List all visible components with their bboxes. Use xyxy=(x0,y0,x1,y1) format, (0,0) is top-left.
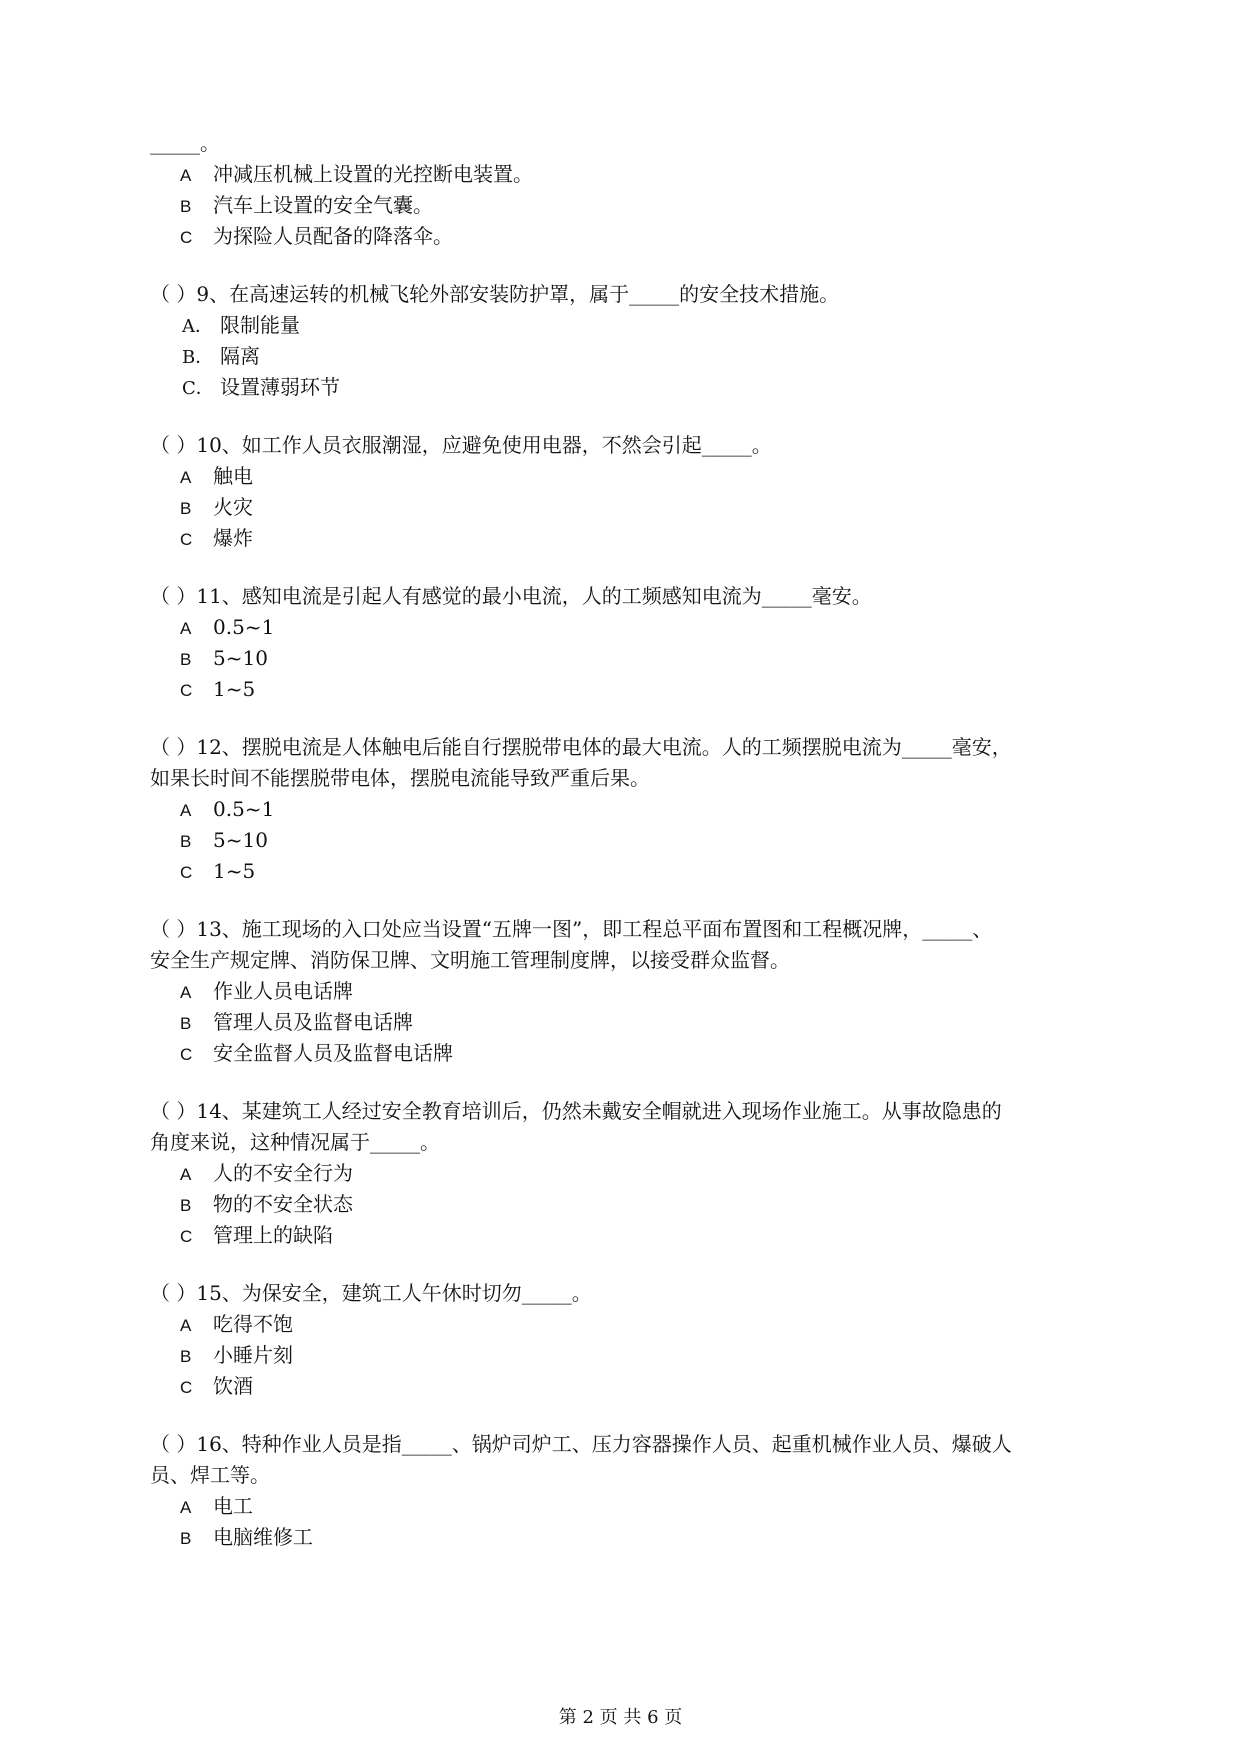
option-letter: A xyxy=(180,1165,192,1184)
page-footer: 第 2 页 共 6 页 xyxy=(558,1707,683,1728)
option-letter: B xyxy=(180,1014,192,1033)
option-item xyxy=(150,1371,1110,1402)
option-text: 物的不安全状态 xyxy=(213,1192,353,1216)
question-text: 如果长时间不能摆脱带电体，摆脱电流能导致严重后果。 xyxy=(150,766,650,790)
option-letter: C xyxy=(180,228,193,247)
option-item xyxy=(150,523,1110,554)
option-text: 电工 xyxy=(213,1494,253,1518)
option-text: 饮酒 xyxy=(213,1374,253,1398)
option-item xyxy=(150,1220,1110,1251)
option-letter: C xyxy=(180,530,193,549)
option-text: 设置薄弱环节 xyxy=(220,375,340,399)
option-item xyxy=(150,1158,1110,1189)
option-text: 0.5~1 xyxy=(213,615,275,639)
option-text: 限制能量 xyxy=(220,313,300,337)
option-letter: A xyxy=(180,801,192,820)
question-text: （ ）15、为保安全，建筑工人午休时切勿_____。 xyxy=(150,1281,592,1305)
option-item xyxy=(150,341,1110,372)
option-letter: B xyxy=(180,1196,192,1215)
option-item xyxy=(150,1038,1110,1069)
question-block xyxy=(150,1096,1110,1251)
option-text: 电脑维修工 xyxy=(213,1525,313,1549)
option-letter: B xyxy=(180,1529,192,1548)
option-letter: A xyxy=(180,468,192,487)
option-text: 5~10 xyxy=(213,646,268,670)
question-text: （ ）11、感知电流是引起人有感觉的最小电流，人的工频感知电流为_____毫安。 xyxy=(150,584,872,608)
question-text: （ ）12、摆脱电流是人体触电后能自行摆脱带电体的最大电流。人的工频摆脱电流为_____毫安， xyxy=(150,735,1012,759)
option-letter: A xyxy=(180,983,192,1002)
option-item xyxy=(150,1340,1110,1371)
option-letter: B xyxy=(180,832,192,851)
option-text: 小睡片刻 xyxy=(213,1343,293,1367)
option-text: 触电 xyxy=(213,464,253,488)
question-text: （ ）14、某建筑工人经过安全教育培训后，仍然未戴安全帽就进入现场作业施工。从事故隐患的 xyxy=(150,1099,1002,1123)
question-text: 员、焊工等。 xyxy=(150,1463,270,1487)
question-text: （ ）10、如工作人员衣服潮湿，应避免使用电器，不然会引起_____。 xyxy=(150,433,772,457)
question-spacer xyxy=(150,252,1110,279)
option-letter: A xyxy=(180,1498,192,1517)
option-letter: B xyxy=(180,499,192,518)
option-item xyxy=(150,643,1110,674)
option-letter: C xyxy=(180,1227,193,1246)
option-letter: A xyxy=(180,619,192,638)
option-item xyxy=(150,492,1110,523)
question-block xyxy=(150,581,1110,705)
option-text: 0.5~1 xyxy=(213,797,275,821)
option-item xyxy=(150,674,1110,705)
question-spacer xyxy=(150,1402,1110,1429)
option-item xyxy=(150,794,1110,825)
option-item xyxy=(150,1491,1110,1522)
option-letter: A xyxy=(180,1316,192,1335)
option-text: 管理人员及监督电话牌 xyxy=(213,1010,413,1034)
option-letter: C xyxy=(180,681,193,700)
option-letter: A xyxy=(180,166,192,185)
option-item xyxy=(150,1309,1110,1340)
option-item xyxy=(150,976,1110,1007)
question-spacer xyxy=(150,1069,1110,1096)
question-list xyxy=(150,128,1110,1553)
question-text: （ ）13、施工现场的入口处应当设置“五牌一图”，即工程总平面布置图和工程概况牌，_____、 xyxy=(150,917,993,941)
option-text: 为探险人员配备的降落伞。 xyxy=(213,224,453,248)
option-text: 隔离 xyxy=(220,344,260,368)
question-text: 安全生产规定牌、消防保卫牌、文明施工管理制度牌，以接受群众监督。 xyxy=(150,948,790,972)
question-block xyxy=(150,1429,1110,1553)
question-text: 角度来说，这种情况属于_____。 xyxy=(150,1130,440,1154)
option-text: 吃得不饱 xyxy=(213,1312,293,1336)
option-letter: A． xyxy=(182,316,213,337)
question-spacer xyxy=(150,403,1110,430)
option-text: 安全监督人员及监督电话牌 xyxy=(213,1041,453,1065)
option-letter: B． xyxy=(182,347,214,368)
option-item xyxy=(150,1189,1110,1220)
option-item xyxy=(150,159,1110,190)
option-item xyxy=(150,856,1110,887)
question-block xyxy=(150,1278,1110,1402)
option-item xyxy=(150,221,1110,252)
option-text: 人的不安全行为 xyxy=(213,1161,353,1185)
question-text: （ ）9、在高速运转的机械飞轮外部安装防护罩，属于_____的安全技术措施。 xyxy=(150,282,840,306)
option-text: 1~5 xyxy=(213,859,256,883)
option-text: 管理上的缺陷 xyxy=(213,1223,333,1247)
question-spacer xyxy=(150,887,1110,914)
question-block xyxy=(150,430,1110,554)
option-letter: B xyxy=(180,197,192,216)
question-block xyxy=(150,732,1110,887)
option-text: 冲减压机械上设置的光控断电装置。 xyxy=(213,162,533,186)
option-text: 5~10 xyxy=(213,828,268,852)
option-item xyxy=(150,461,1110,492)
option-text: 汽车上设置的安全气囊。 xyxy=(213,193,433,217)
question-text: （ ）16、特种作业人员是指_____、锅炉司炉工、压力容器操作人员、起重机械作业人员、爆破人 xyxy=(150,1432,1012,1456)
option-letter: C xyxy=(180,1045,193,1064)
option-item xyxy=(150,190,1110,221)
option-item xyxy=(150,1522,1110,1553)
question-block xyxy=(150,279,1110,403)
option-text: 作业人员电话牌 xyxy=(213,979,353,1003)
option-text: 1~5 xyxy=(213,677,256,701)
question-tail: _____。 xyxy=(150,131,220,155)
option-letter: C xyxy=(180,1378,193,1397)
option-letter: C． xyxy=(182,378,214,399)
question-spacer xyxy=(150,1251,1110,1278)
option-item xyxy=(150,825,1110,856)
option-item xyxy=(150,310,1110,341)
question-spacer xyxy=(150,705,1110,732)
option-letter: C xyxy=(180,863,193,882)
option-letter: B xyxy=(180,650,192,669)
question-continuation xyxy=(150,128,1110,252)
questions-container xyxy=(150,252,1110,1553)
option-text: 火灾 xyxy=(213,495,253,519)
option-letter: B xyxy=(180,1347,192,1366)
option-text: 爆炸 xyxy=(213,526,253,550)
question-block xyxy=(150,914,1110,1069)
option-item xyxy=(150,612,1110,643)
option-item xyxy=(150,372,1110,403)
option-item xyxy=(150,1007,1110,1038)
question-spacer xyxy=(150,554,1110,581)
